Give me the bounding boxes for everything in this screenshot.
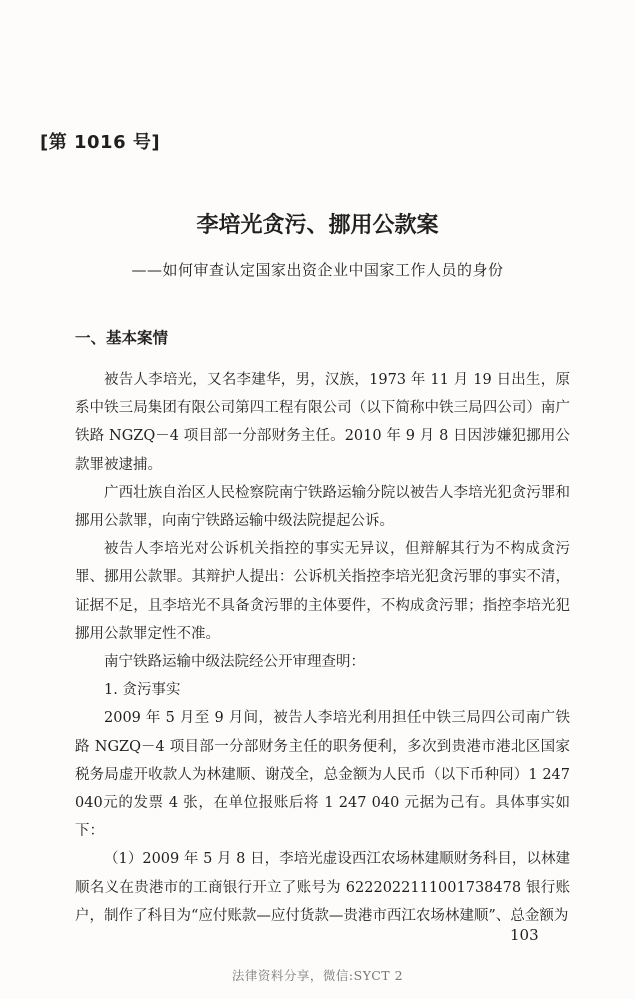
body-text: [75, 366, 570, 930]
section-heading: 一、基本案情: [75, 329, 169, 347]
page-subtitle: ——如何审查认定国家出资企业中国家工作人员的身份: [131, 261, 504, 279]
paragraph-court-findings: 南宁铁路运输中级法院经公开审理查明：: [104, 654, 365, 671]
paragraph-defendant-info: 被告人李培光，又名李建华，男，汉族，1973 年 11 月 19 日出生，原系中铁三局集团有限公司第四工程有限公司（以下简称中铁三局四公司）南广铁路 NGZQ－4 项目部一分部财务主任。2010 年 9 月 8 日因涉嫌犯挪用公款罪被逮捕。: [75, 372, 570, 473]
page-number: 103: [510, 926, 539, 944]
paragraph-defense: 被告人李培光对公诉机关指控的事实无异议，但辩解其行为不构成贪污罪、挪用公款罪。其辩护人提出：公诉机关指控李培光犯贪污罪的事实不清，证据不足，且李培光不具备贪污罪的主体要件，不构成贪污罪；指控李培光犯挪用公款罪定性不准。: [75, 541, 570, 642]
paragraph-embezzlement-facts: 2009 年 5 月至 9 月间，被告人李培光利用担任中铁三局四公司南广铁路 NGZQ－4 项目部一分部财务主任的职务便利，多次到贵港市港北区国家税务局虚开收款人为林建顺、谢茂全，总金额为人民币（以下币种同）1 247 040元的发票 4 张，在单位报账后将 1 247 040 元据为己有。具体事实如下：: [75, 710, 570, 840]
paragraph-prosecution: 广西壮族自治区人民检察院南宁铁路运输分院以被告人李培光犯贪污罪和挪用公款罪，向南宁铁路运输中级法院提起公诉。: [75, 484, 570, 530]
paragraph-subheading-embezzlement: 1. 贪污事实: [104, 682, 181, 699]
page-title: 李培光贪污、挪用公款案: [196, 213, 439, 238]
case-number: [第 1016 号]: [40, 132, 161, 153]
paragraph-fact-1: （1）2009 年 5 月 8 日，李培光虚设西江农场林建顺财务科目，以林建顺名义在贵港市的工商银行开立了账号为 6222022111001738478 银行账户，制作了科目为“应付账款—应付货款—贵港市西江农场林建顺”、总金额为: [75, 851, 570, 924]
watermark-text: 法律资料分享，微信:SYCT 2: [231, 968, 404, 983]
